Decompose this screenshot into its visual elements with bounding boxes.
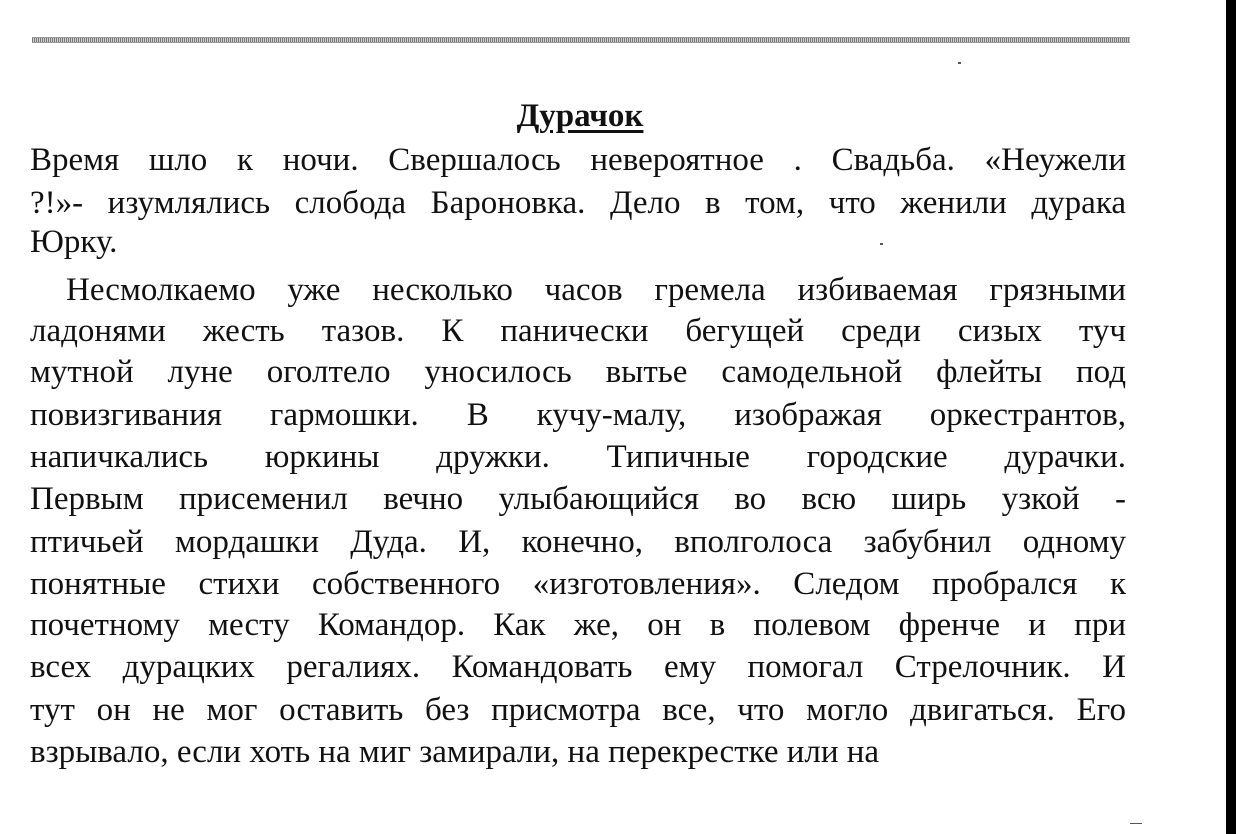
text-line: мутной луне оголтело уносилось вытье самодельной флейты под [30, 354, 1126, 390]
text-line: всех дурацких регалиях. Командовать ему помогал Стрелочник. И [30, 649, 1126, 685]
text-line: ладонями жесть тазов. К панически бегущей среди сизых туч [30, 313, 1126, 349]
text-line: Несмолкаемо уже несколько часов гремела избиваемая грязными [66, 272, 1126, 308]
text-line: повизгивания гармошки. В кучу-малу, изображая оркестрантов, [30, 397, 1126, 433]
text-line: почетному месту Командор. Как же, он в полевом френче и при [30, 607, 1126, 643]
text-line: напичкались юркины дружки. Типичные городские дурачки. [30, 439, 1126, 475]
text-line: тут он не мог оставить без присмотра все, что могло двигаться. Его [30, 692, 1126, 728]
scan-edge [1226, 0, 1236, 834]
text-line: птичьей мордашки Дуда. И, конечно, вполголоса забубнил одному [30, 524, 1126, 560]
text-line: понятные стихи собственного «изготовления». Следом пробрался к [30, 566, 1126, 602]
document-title: Дурачок [516, 98, 644, 134]
text-line: взрывало, если хоть на миг замирали, на перекрестке или на [30, 734, 880, 770]
scan-speck [958, 62, 961, 64]
text-line: Юрку. [30, 224, 118, 260]
header-rule [32, 37, 1130, 43]
text-line: ?!»- изумлялись слобода Бароновка. Дело в том, что женили дурака [30, 185, 1126, 221]
text-line: Время шло к ночи. Свершалось невероятное . Свадьба. «Неужели [30, 142, 1126, 178]
text-line: Первым присеменил вечно улыбающийся во всю ширь узкой - [30, 481, 1126, 517]
scan-speck [1130, 823, 1142, 824]
